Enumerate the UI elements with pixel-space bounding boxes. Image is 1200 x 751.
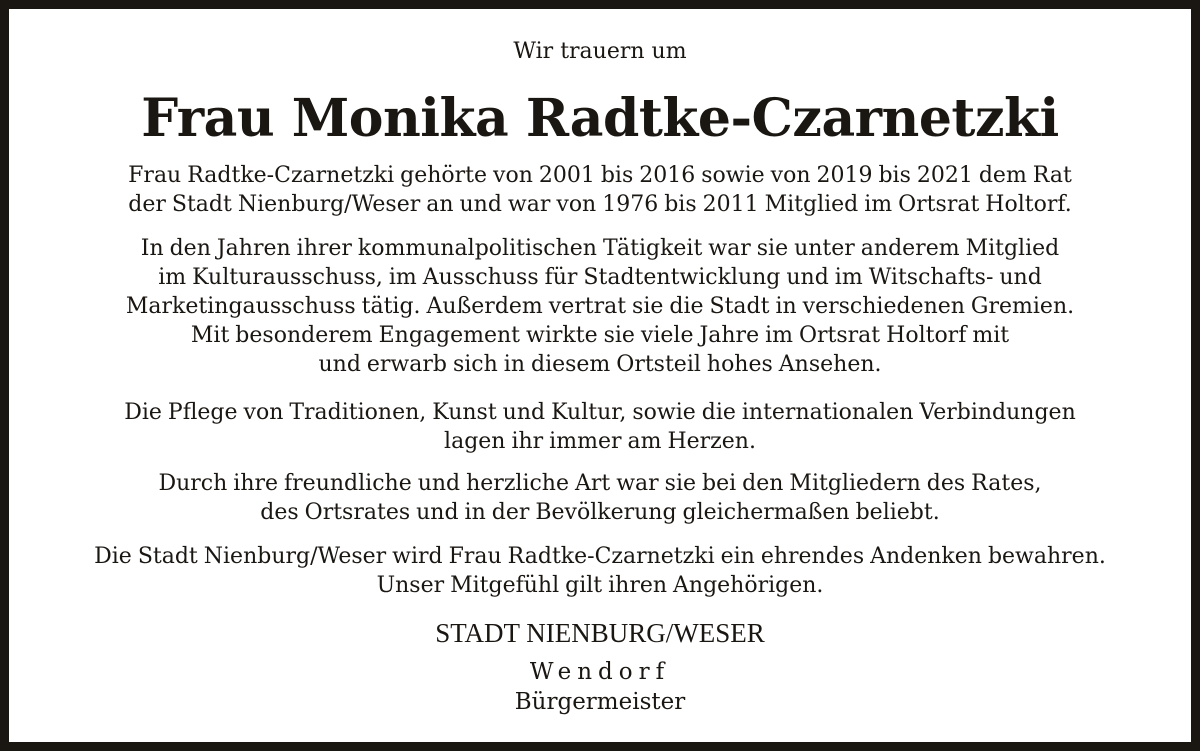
text-line: des Ortsrates und in der Bevölkerung gleichermaßen beliebt. xyxy=(260,500,940,525)
text-line: Die Pflege von Traditionen, Kunst und Kultur, sowie die internationalen Verbindungen xyxy=(124,400,1076,425)
text-line: Marketingausschuss tätig. Außerdem vertrat sie die Stadt in verschiedenen Gremien. xyxy=(125,294,1075,319)
text-line: und erwarb sich in diesem Ortsteil hohes Ansehen. xyxy=(318,352,882,377)
text-line: In den Jahren ihrer kommunalpolitischen Tätigkeit war sie unter anderem Mitglied xyxy=(140,236,1060,261)
paragraph-remembrance xyxy=(9,542,1191,600)
text-line: Die Stadt Nienburg/Weser wird Frau Radtke-Czarnetzki ein ehrendes Andenken bewahren. xyxy=(94,544,1106,569)
text-line: Frau Radtke-Czarnetzki gehörte von 2001 bis 2016 sowie von 2019 bis 2021 dem Rat xyxy=(128,163,1072,188)
paragraph-traditions xyxy=(9,398,1191,456)
paragraph-committee-work xyxy=(9,234,1191,379)
signer-name: Wendorf xyxy=(529,659,671,685)
text-line: Durch ihre freundliche und herzliche Art war sie bei den Mitgliedern des Rates, xyxy=(158,471,1042,496)
text-line: Mit besonderem Engagement wirkte sie viele Jahre im Ortsrat Holtorf mit xyxy=(190,323,1010,348)
text-line: der Stadt Nienburg/Weser an und war von 1976 bis 2011 Mitglied im Ortsrat Holtorf. xyxy=(128,192,1072,217)
paragraph-character xyxy=(9,469,1191,527)
paragraph-council-membership xyxy=(9,161,1191,219)
text-line: lagen ihr immer am Herzen. xyxy=(444,429,756,454)
text-line: im Kulturausschuss, im Ausschuss für Stadtentwicklung und im Witschafts- und xyxy=(158,265,1042,290)
intro-line: Wir trauern um xyxy=(513,39,687,64)
organization-name: STADT NIENBURG/WESER xyxy=(435,618,765,648)
deceased-name: Frau Monika Radtke-Czarnetzki xyxy=(141,88,1059,149)
text-line: Unser Mitgefühl gilt ihren Angehörigen. xyxy=(376,573,824,598)
signer-role: Bürgermeister xyxy=(514,689,686,715)
